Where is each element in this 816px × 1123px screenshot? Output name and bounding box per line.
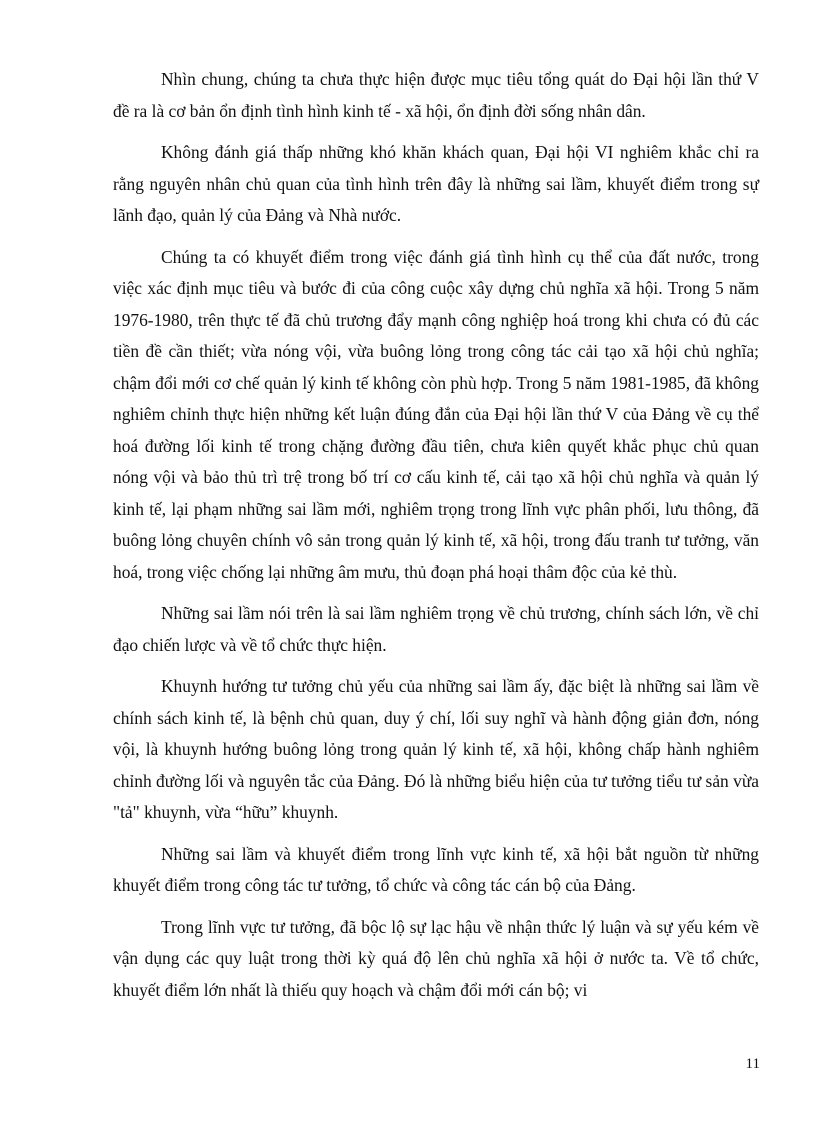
paragraph-5: Khuynh hướng tư tưởng chủ yếu của những sai lầm ấy, đặc biệt là những sai lầm về chính sách kinh tế, là bệnh chủ quan, duy ý chí, lối suy nghĩ và hành động giản đơn, nóng vội, là khuynh hướng buông lỏng trong quản lý kinh tế, xã hội, không chấp hành nghiêm chỉnh đường lối và nguyên tắc của Đảng. Đó là những biểu hiện của tư tưởng tiểu tư sản vừa "tả" khuynh, vừa “hữu” khuynh. [113,676,759,822]
paragraph-6: Những sai lầm và khuyết điểm trong lĩnh vực kinh tế, xã hội bắt nguồn từ những khuyết điểm trong công tác tư tưởng, tổ chức và công tác cán bộ của Đảng. [113,843,759,895]
paragraph-1: Nhìn chung, chúng ta chưa thực hiện được mục tiêu tổng quát do Đại hội lần thứ V đề ra là cơ bản ổn định tình hình kinh tế - xã hội, ổn định đời sống nhân dân. [113,69,759,121]
document-body [113,64,759,1016]
page-number: 11 [745,1056,760,1072]
paragraph-2: Không đánh giá thấp những khó khăn khách quan, Đại hội VI nghiêm khắc chỉ ra rằng nguyên nhân chủ quan của tình hình trên đây là những sai lầm, khuyết điểm trong sự lãnh đạo, quản lý của Đảng và Nhà nước. [113,142,759,225]
paragraph-4: Những sai lầm nói trên là sai lầm nghiêm trọng về chủ trương, chính sách lớn, về chỉ đạo chiến lược và về tổ chức thực hiện. [113,603,759,655]
paragraph-3: Chúng ta có khuyết điểm trong việc đánh giá tình hình cụ thể của đất nước, trong việc xác định mục tiêu và bước đi của công cuộc xây dựng chủ nghĩa xã hội. Trong 5 năm 1976-1980, trên thực tế đã chủ trương đẩy mạnh công nghiệp hoá trong khi chưa có đủ các tiền đề cần thiết; vừa nóng vội, vừa buông lỏng trong công tác cải tạo xã hội chủ nghĩa; chậm đổi mới cơ chế quản lý kinh tế không còn phù hợp. Trong 5 năm 1981-1985, đã không nghiêm chỉnh thực hiện những kết luận đúng đắn của Đại hội lần thứ V của Đảng về cụ thể hoá đường lối kinh tế trong chặng đường đầu tiên, chưa kiên quyết khắc phục chủ quan nóng vội và bảo thủ trì trệ trong bố trí cơ cấu kinh tế, cải tạo xã hội chủ nghĩa và quản lý kinh tế, lại phạm những sai lầm mới, nghiêm trọng trong lĩnh vực phân phối, lưu thông, đã buông lỏng chuyên chính vô sản trong quản lý kinh tế, xã hội, trong đấu tranh tư tưởng, văn hoá, trong việc chống lại những âm mưu, thủ đoạn phá hoại thâm độc của kẻ thù. [113,246,759,582]
paragraph-7: Trong lĩnh vực tư tưởng, đã bộc lộ sự lạc hậu về nhận thức lý luận và sự yếu kém về vận dụng các quy luật trong thời kỳ quá độ lên chủ nghĩa xã hội ở nước ta. Về tổ chức, khuyết điểm lớn nhất là thiếu quy hoạch và chậm đổi mới cán bộ; vi [113,916,759,1000]
